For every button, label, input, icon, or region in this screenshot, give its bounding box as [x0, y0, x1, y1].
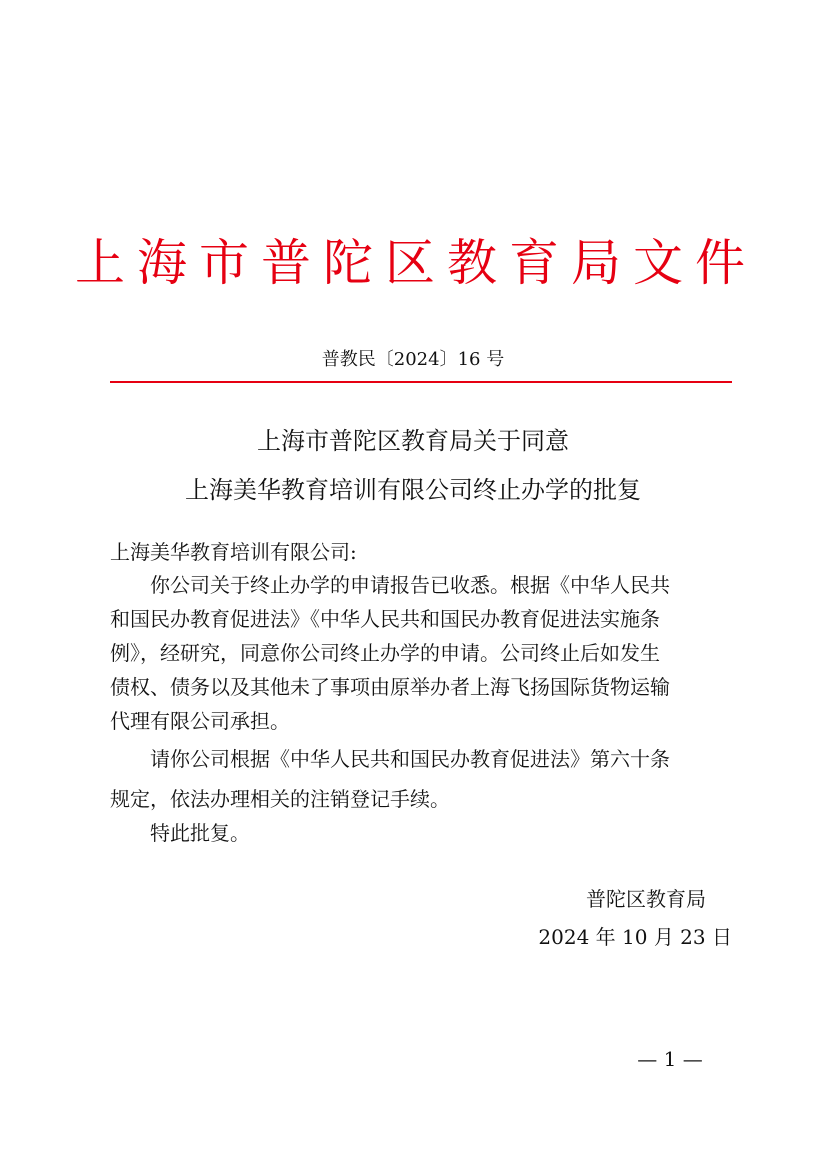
- issue-date: 2024 年 10 月 23 日: [538, 925, 732, 949]
- subject-title-line-2: 上海美华教育培训有限公司终止办学的批复: [185, 476, 641, 504]
- addressee: 上海美华教育培训有限公司:: [110, 540, 357, 564]
- document-header-title: 上海市普陀区教育局文件: [75, 234, 757, 292]
- body-line: 规定，依法办理相关的注销登记手续。: [110, 787, 450, 811]
- page-number: — 1 —: [637, 1047, 703, 1071]
- subject-title-line-1: 上海市普陀区教育局关于同意: [257, 427, 569, 455]
- body-line: 请你公司根据《中华人民共和国民办教育促进法》第六十条: [150, 747, 670, 771]
- issuer-signature: 普陀区教育局: [586, 887, 706, 911]
- document-number: 普教民〔2024〕16 号: [321, 349, 505, 370]
- body-line: 例》，经研究，同意你公司终止办学的申请。公司终止后如发生: [110, 641, 660, 665]
- body-line: 和国民办教育促进法》《中华人民共和国民办教育促进法实施条: [110, 607, 660, 631]
- header-divider: [110, 381, 732, 383]
- closing-line: 特此批复。: [150, 821, 250, 845]
- body-line: 代理有限公司承担。: [110, 709, 290, 733]
- body-line: 你公司关于终止办学的申请报告已收悉。根据《中华人民共: [150, 573, 670, 597]
- body-line: 债权、债务以及其他未了事项由原举办者上海飞扬国际货物运输: [110, 675, 670, 699]
